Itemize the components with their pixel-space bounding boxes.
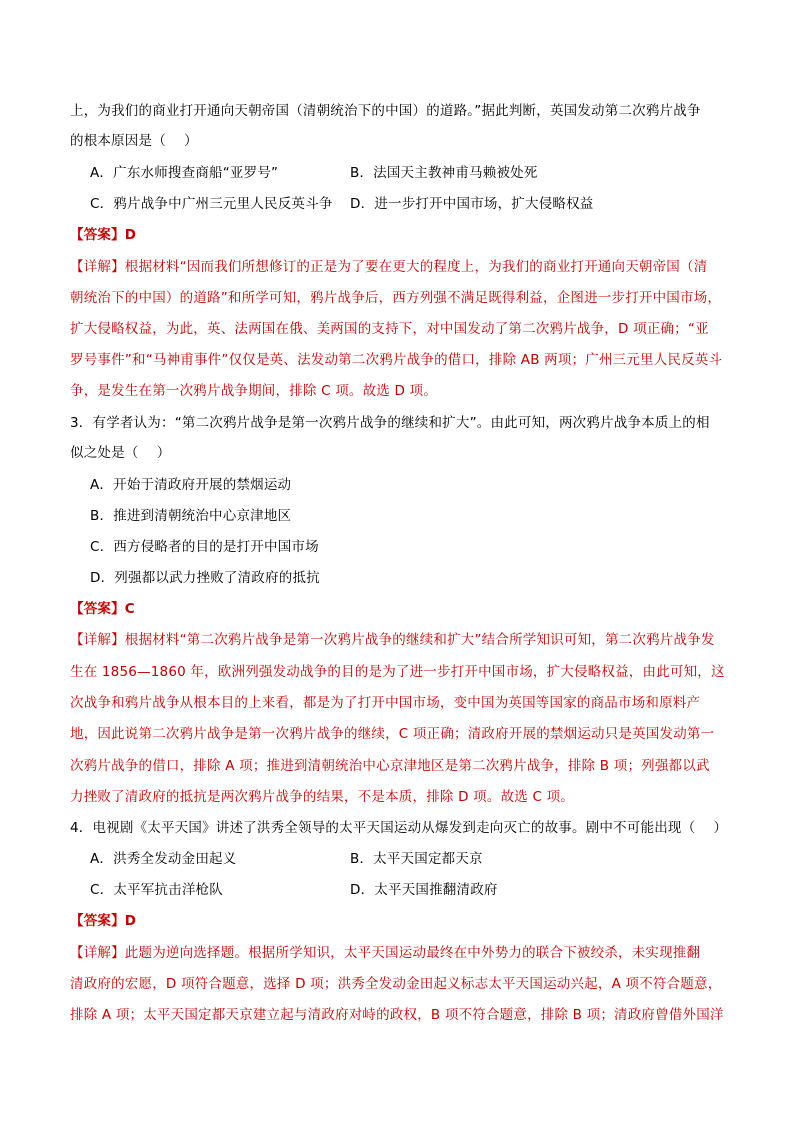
q4-answer: 【答案】D [70, 913, 137, 929]
q4-option-d: D．太平天国推翻清政府 [350, 882, 498, 898]
q3-explanation-line-4: 地，因此说第二次鸦片战争是第一次鸦片战争的继续，C 项正确；清政府开展的禁烟运动只是英国发动第一 [70, 726, 715, 742]
q2-explanation-line-4: 罗号事件”和“马神甫事件”仅仅是英、法发动第二次鸦片战争的借口，排除 AB 两项；广州三元里人民反英斗 [70, 352, 723, 368]
q3-explanation-line-5: 次鸦片战争的借口，排除 A 项；推进到清朝统治中心京津地区是第二次鸦片战争，排除 B 项；列强都以武 [70, 758, 710, 774]
q2-explanation-line-1: 【详解】根据材料“因而我们所想修订的正是为了要在更大的程度上，为我们的商业打开通向天朝帝国（清 [70, 259, 708, 275]
q3-explanation-line-3: 次战争和鸦片战争从根本目的上来看，都是为了打开中国市场，变中国为英国等国家的商品市场和原料产 [70, 695, 701, 711]
q3-explanation-line-2: 生在 1856—1860 年，欧洲列强发动战争的目的是为了进一步打开中国市场，扩大侵略权益，由此可知，这 [70, 664, 725, 680]
q2-explanation-line-2: 朝统治下的中国）的道路”和所学可知，鸦片战争后，西方列强不满足既得利益，企图进一步打开中国市场， [70, 290, 722, 306]
q4-explanation-line-1: 【详解】此题为逆向选择题。根据所学知识，太平天国运动最终在中外势力的联合下被绞杀，未实现推翻 [70, 945, 701, 961]
q2-explanation-line-5: 争，是发生在第一次鸦片战争期间，排除 C 项。故选 D 项。 [70, 383, 437, 399]
q3-explanation-line-6: 力挫败了清政府的抵抗是两次鸦片战争的结果，不是本质，排除 D 项。故选 C 项。 [70, 789, 574, 805]
q2-answer: 【答案】D [70, 227, 137, 243]
q2-option-a: A．广东水师搜查商船“亚罗号” [90, 165, 279, 181]
q2-stem-line-2: 的根本原因是（ ） [70, 133, 198, 149]
q4-option-b: B．太平天国定都天京 [350, 851, 483, 867]
q3-option-a: A．开始于清政府开展的禁烟运动 [90, 477, 292, 493]
q4-stem-line-1: 4．电视剧《太平天国》讲述了洪秀全领导的太平天国运动从爆发到走向灭亡的故事。剧中不可能出现（ ） [70, 820, 728, 836]
q2-option-c: C．鸦片战争中广州三元里人民反英斗争 [90, 196, 333, 212]
q3-stem-line-2: 似之处是（ ） [70, 445, 171, 461]
q2-stem-line-1: 上，为我们的商业打开通向天朝帝国（清朝统治下的中国）的道路。”据此判断，英国发动第二次鸦片战争 [70, 103, 701, 119]
q3-option-d: D．列强都以武力挫败了清政府的抵抗 [90, 570, 320, 586]
q4-option-c: C．太平军抗击洋枪队 [90, 882, 223, 898]
q2-explanation-line-3: 扩大侵略权益，为此，英、法两国在俄、美两国的支持下，对中国发动了第二次鸦片战争，D 项正确；“亚 [70, 321, 709, 337]
q4-option-a: A．洪秀全发动金田起义 [90, 851, 237, 867]
q3-option-b: B．推进到清朝统治中心京津地区 [90, 508, 292, 524]
q3-answer: 【答案】C [70, 601, 135, 617]
q3-option-c: C．西方侵略者的目的是打开中国市场 [90, 539, 319, 555]
q2-option-d: D．进一步打开中国市场，扩大侵略权益 [350, 196, 594, 212]
q3-stem-line-1: 3．有学者认为：“第二次鸦片战争是第一次鸦片战争的继续和扩大”。由此可知，两次鸦片战争本质上的相 [70, 415, 710, 431]
q4-explanation-line-3: 排除 A 项；太平天国定都天京建立起与清政府对峙的政权，B 项不符合题意，排除 B 项；清政府曾借外国洋 [70, 1007, 724, 1023]
q3-explanation-line-1: 【详解】根据材料“第二次鸦片战争是第一次鸦片战争的继续和扩大”结合所学知识可知，第二次鸦片战争发 [70, 632, 715, 648]
q2-option-b: B．法国天主教神甫马赖被处死 [350, 165, 538, 181]
q4-explanation-line-2: 清政府的宏愿，D 项符合题意，选择 D 项；洪秀全发动金田起义标志太平天国运动兴起，A 项不符合题意， [70, 976, 722, 992]
